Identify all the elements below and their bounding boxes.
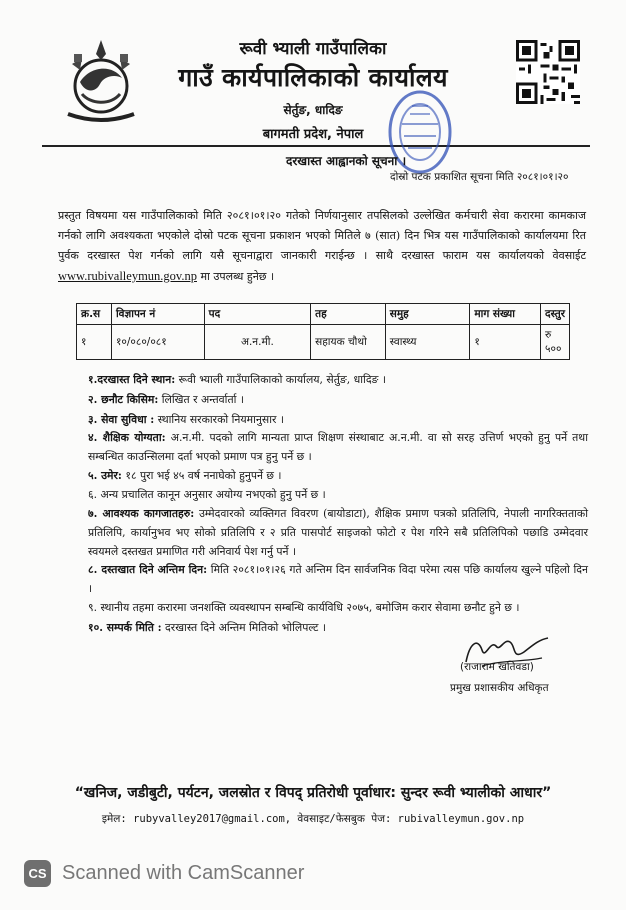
list-item [88, 504, 588, 561]
list-item-label: १.दरखास्त दिने स्थान: [88, 373, 176, 386]
signatory-title: प्रमुख प्रशासकीय अधिकृत [450, 682, 549, 694]
table-cell: १०/०८०/०८१ [111, 325, 204, 360]
list-item [88, 428, 588, 466]
table-header-cell: विज्ञापन नं [111, 304, 204, 325]
office-province: बागमती प्रदेश, नेपाल [262, 127, 364, 142]
office-name: गाउँ कार्यपालिकाको कार्यालय [178, 63, 448, 92]
list-item-label: ८. दस्तखात दिने अन्तिम दिन: [88, 563, 208, 576]
list-item [88, 598, 588, 617]
table-header-cell: क्र.स [77, 304, 112, 325]
list-item-text: १८ पुरा भई ४५ वर्ष ननाघेको हुनुपर्ने छ । [121, 469, 282, 482]
list-item-label: २. छनौट किसिम: [88, 393, 159, 406]
website-link[interactable]: www.rubivalleymun.gov.np [58, 269, 197, 283]
list-item [88, 560, 588, 598]
list-item [88, 390, 588, 409]
list-item-text: लिखित र अन्तर्वार्ता । [158, 393, 244, 406]
list-item-text: ६. अन्य प्रचालित कानून अनुसार अयोग्य नभएको हुनु पर्ने छ । [88, 488, 326, 501]
camscanner-logo-icon: CS [24, 860, 51, 887]
list-item-text: रूवी भ्याली गाउँपालिकाको कार्यालय, सेर्तुङ, धादिङ । [175, 373, 386, 386]
list-item-label: ७. आवश्यक कागजातहरु: [88, 507, 195, 520]
list-item-label: १०. सम्पर्क मिति : [88, 621, 162, 634]
municipality-name: रूवी भ्याली गाउँपालिका [239, 39, 387, 59]
table-header-row [77, 304, 570, 325]
notice-body-text: प्रस्तुत विषयमा यस गाउँपालिकाको मिति २०८१।०१।२० गतेको निर्णयानुसार तपसिलको उल्लेखित कर्मचारी सेवा करारमा कामकाज गर्नको लागि अवश्यकता भएकोले दोस्रो पटक सूचना प्रकाशन भएको मितिले ७ (सात) दिन भित्र यस गाउँपालिकाको कार्यालयमा रित पुर्वक दरखास्त पेश गर्नको लागि यसै सूचनाद्वारा जानकारी गराईन्छ । साथै दरखास्त फाराम यस कार्यालयको वेवसाईट [58, 209, 586, 262]
qr-code-icon [516, 40, 580, 104]
notice-body [58, 206, 586, 287]
table-header-cell: पद [204, 304, 310, 325]
list-item [88, 485, 588, 504]
list-item-text: अ.न.मी. पदको लागि मान्यता प्राप्त शिक्षण संस्थाबाट अ.न.मी. वा सो सरह उत्तिर्ण भएको हुनु पर्ने तथा सम्बन्धित काउन्सिलमा दर्ता भएको प्रमाण पत्र हुनु पर्ने छ । [88, 431, 588, 463]
list-item-text: मिति २०८१।०१।२६ गते अन्तिम दिन सार्वजनिक विदा परेमा त्यस पछि कार्यालय खुल्ने पहिलो दिन । [88, 563, 588, 595]
notice-publish-date: दोस्रो पटक प्रकाशित सूचना मिति २०८१।०१।२० [390, 171, 569, 183]
footer-slogan: “खनिज, जडीबुटी, पर्यटन, जलस्रोत र विपद् प्रतिरोधी पूर्वाधार: सुन्दर रूवी भ्यालीको आधार” [74, 785, 552, 801]
list-item-label: ४. शैक्षिक योग्यता: [88, 431, 166, 444]
list-item [88, 466, 588, 485]
list-item-text: स्थानिय सरकारको नियमानुसार । [154, 413, 284, 426]
list-item-label: ३. सेवा सुविधा : [88, 413, 155, 426]
scanner-watermark: Scanned with CamScanner [62, 862, 305, 884]
table-header-cell: माग संख्या [470, 304, 541, 325]
table-cell: १ [77, 325, 112, 360]
list-item [88, 410, 588, 429]
vacancy-table [76, 303, 570, 360]
table-header-cell: तह [311, 304, 386, 325]
table-cell: सहायक चौथो [311, 325, 386, 360]
list-item [88, 370, 588, 389]
table-header-cell: दस्तुर [541, 304, 570, 325]
notice-body-tail: मा उपलब्ध हुनेछ । [196, 270, 275, 283]
header-divider [42, 145, 590, 147]
table-cell: अ.न.मी. [204, 325, 310, 360]
list-item-label: ५. उमेर: [88, 469, 122, 482]
table-row [77, 325, 570, 360]
table-cell: स्वास्थ्य [385, 325, 470, 360]
signatory-name: (राजाराम खतिवडा) [460, 661, 534, 673]
table-cell: १ [470, 325, 541, 360]
footer-contact: इमेल: rubyvalley2017@gmail.com, वेवसाइट/फेसबुक पेज: rubivalleymun.gov.np [101, 813, 525, 825]
list-item-text: उम्मेदवारको व्यक्तिगत विवरण (बायोडाटा), शैक्षिक प्रमाण पत्रको प्रतिलिपि, नेपाली नागरिक्तताको प्रतिलिपि, कार्यानुभव भए सोको प्रतिलिपि र २ प्रति पासपोर्ट साइजको फोटो र पेश गरिने सबै प्रतिलिपिको पछाडि उम्मेदवार स्वयमले दस्तखत प्रमाणित गरी अनिवार्य पेश गर्नु पर्ने । [88, 507, 589, 558]
table-header-cell: समुह [385, 304, 470, 325]
list-item-text: ९. स्थानीय तहमा करारमा जनशक्ति व्यवस्थापन सम्बन्धि कार्यविधि २०७५, बमोजिम करार सेवामा छनौट हुने छ । [88, 601, 520, 614]
office-location: सेर्तुङ, धादिङ [283, 103, 343, 117]
table-cell: रु ५०० [541, 325, 570, 360]
list-item-text: दरखास्त दिने अन्तिम मितिको भोलिपल्ट । [161, 621, 327, 634]
notice-title: दरखास्त आह्वानको सूचना । [286, 154, 407, 168]
